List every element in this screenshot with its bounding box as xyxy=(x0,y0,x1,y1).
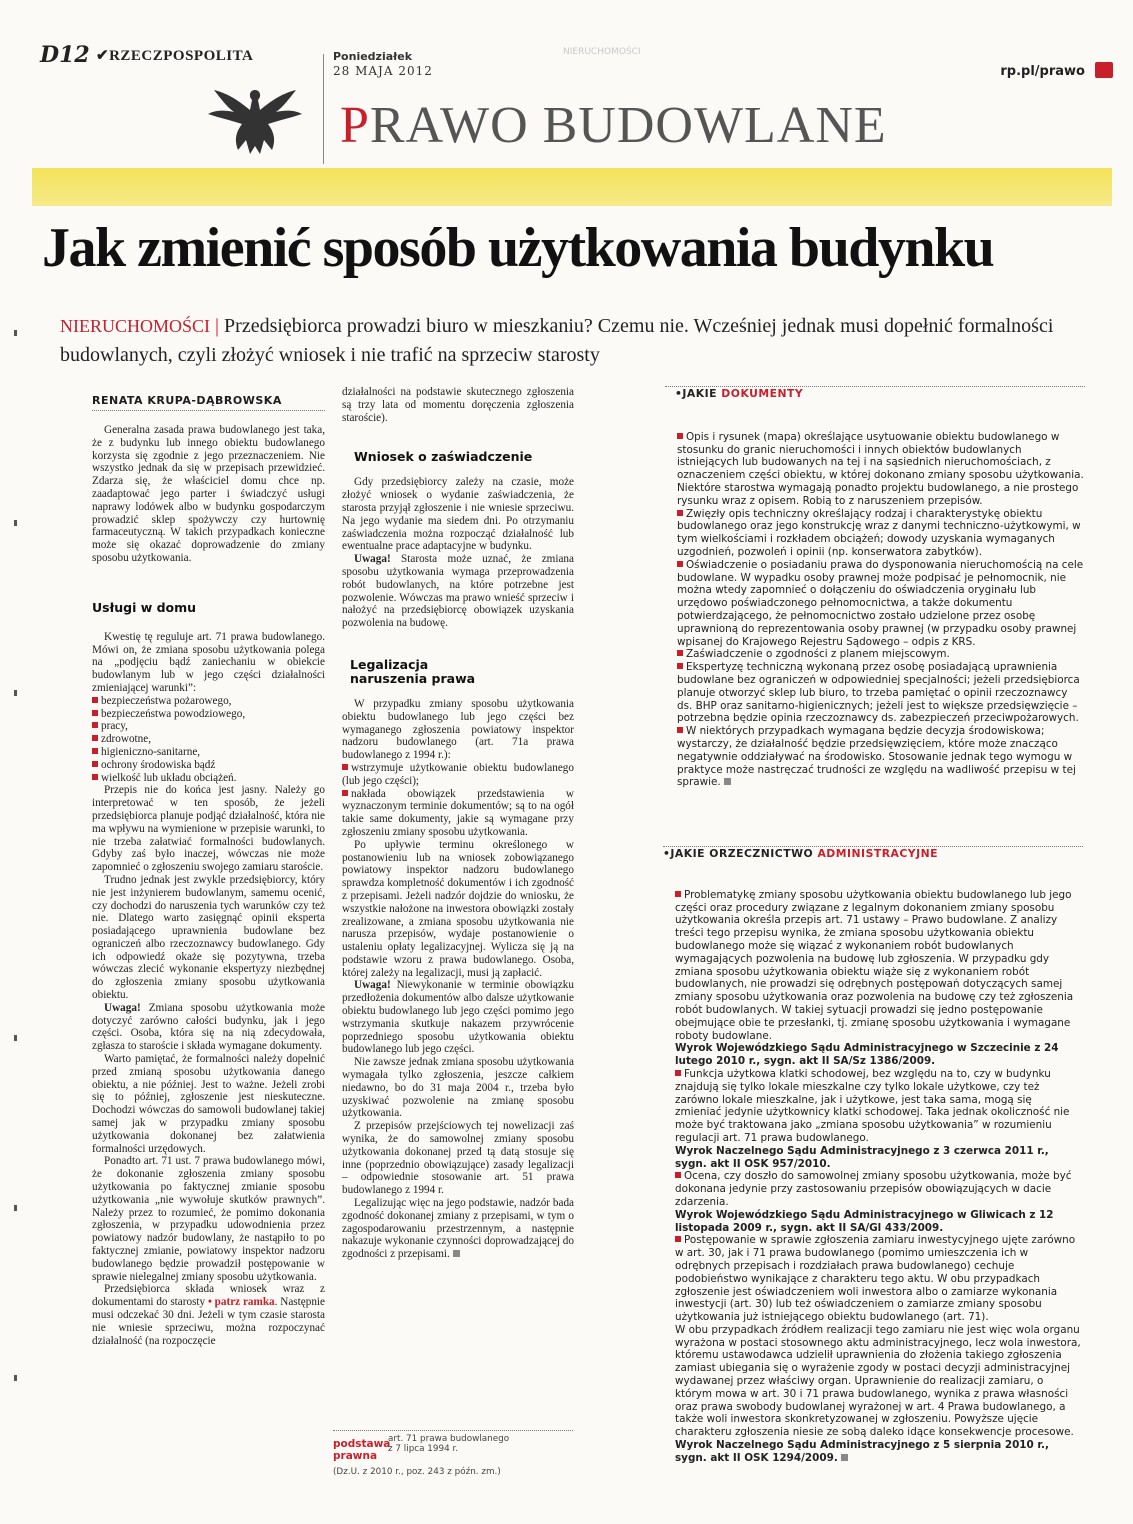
list-item: higieniczno-sanitarne, xyxy=(92,746,325,759)
paragraph: W przypadku zmiany sposobu użytkowania obiektu budowlanego lub jego części bez wymaganego zgłoszenia powiatowy inspektor nadzoru budowlanego (art. 71a prawa budowlanego z 1994 r.): xyxy=(342,697,574,762)
documents-box xyxy=(675,388,1085,789)
ruling-excerpt-continued: W obu przypadkach źródłem realizacji tego zamiaru nie jest więc wola organu wyrażona w postaci stosownego aktu administracyjnego, lecz wola inwestora, któremu ustawodawca udzielił uprawnienia do złożenia takiego zgłoszenia zamiast ubiegania się o wyrażenie zgody w postaci decyzji administracyjnej wydawanej przez właściwy organ. Uprawnienie do realizacji zamiaru, o którym mowa w art. 30 i 71 prawa budowlanego, wynika z prawa własności oraz prawa swobody budowlanej wyrażonej w art. 4 Prawa budowlanego, a także woli inwestora skonkretyzowanej w zgłoszeniu. Powyższe ujęcie charakteru zgłoszenia niesie ze sobą daleko idące konsekwencje procesowe. xyxy=(675,1323,1081,1439)
list-item: ochrony środowiska bądź xyxy=(92,759,325,772)
logo-mark-icon: ✔ xyxy=(96,48,110,64)
scan-mark xyxy=(14,1205,17,1211)
article-column-2 xyxy=(342,386,574,1261)
documents-box-title: •JAKIE DOKUMENTY xyxy=(675,387,804,400)
subheading-uslugi: Usługi w domu xyxy=(92,599,197,615)
lead-kicker: NIERUCHOMOŚCI xyxy=(60,316,211,336)
article-headline: Jak zmienić sposób użytkowania budynku xyxy=(42,217,994,279)
case-law-box xyxy=(663,848,1081,1465)
paragraph: Kwestię tę reguluje art. 71 prawa budowlanego. Mówi on, że zmiana sposobu użytkowania polega na „podjęciu bądź zaniechaniu w obiekcie budowlanym lub w jego części działalności zmieniającej warunki”: xyxy=(92,630,325,694)
issue-day: Poniedziałek xyxy=(333,50,413,63)
list-item: Oświadczenie o posiadaniu prawa do dysponowania nieruchomością na cele budowlane. W wypadku osoby prawnej może podpisać je pełnomocnik, nie można wtedy zapomnieć o dołączeniu do oświadczenia oryginału lub urzędowo poświadczonego pełnomocnictwa, a także dokumentu potwierdzającego, że pełnomocnictwo zostało udzielone przez osobę uprawnioną do reprezentowania osoby prawnej (w przypadku osoby prawnej wpisanej do Krajowego Rejestru Sądowego – odpis z KRS. xyxy=(677,558,1084,648)
faded-bleed-text: NIERUCHOMOŚCI xyxy=(563,47,641,57)
subheading-wniosek: Wniosek o zaświadczenie xyxy=(354,449,533,465)
conditions-list xyxy=(92,695,325,785)
paragraph: Trudno jednak jest zwykle przedsiębiorcy, który nie jest inżynierem budowlanym, samemu ocenić, czy dochodzi do naruszenia tych warunków czy też nie. Dlatego warto zasięgnąć opinii eksperta posiadającego uprawnienia budowlane bez ograniczeń albo rzeczoznawcy budowlanego. Gdy ich odpowiedź okaże się pozytywna, trzeba wówczas zlecić wykonanie ekspertyzy niezbędnej do zgłoszenia zmiany sposobu użytkowania obiektu. xyxy=(92,873,325,1002)
list-item: nakłada obowiązek przedstawienia w wyznaczonym terminie dokumentów; są to na ogół takie same dokumenty, jakie są wymagane przy zgłoszeniu zmiany sposobu użytkowania. xyxy=(342,787,574,838)
paragraph: Gdy przedsiębiorcy zależy na czasie, może złożyć wniosek o wydanie zaświadczenia, że starosta przyjął zgłoszenie i nie wniesie sprzeciwu. Na jego wydanie ma siedem dni. Po otrzymaniu zaświadczenia można rozpocząć działalność lub ewentualne prace adaptacyjne w budynku. xyxy=(342,476,574,553)
paragraph: Generalna zasada prawa budowlanego jest taka, że z budynku lub innego obiektu budowlanego korzysta się zgodnie z jego przeznaczeniem. Nie wszystko jednak da się w przepisach przewidzieć. Zdarza się, że właściciel domu chce np. zaadaptować jego parter i świadczyć usługi naprawy lodówek albo w budynku gospodarczym prowadzić sklep spożywczy czy hurtownię farmaceutyczną. W takich przypadkach konieczne może się okazać doprowadzenie do zmiany sposobu użytkowania. xyxy=(92,424,325,564)
scan-mark xyxy=(14,1375,17,1381)
site-link[interactable]: rp.pl/prawo xyxy=(1000,64,1085,79)
header-divider xyxy=(323,54,324,164)
issue-date: 28 MAJA 2012 xyxy=(333,64,433,78)
case-law-box-title: •JAKIE ORZECZNICTWO ADMINISTRACYJNE xyxy=(663,847,939,860)
ruling-excerpt: Ocena, czy doszło do samowolnej zmiany sposobu użytkowania, może być dokonana jedynie przy zastosowaniu przepisów obowiązujących w dacie zdarzenia. xyxy=(675,1170,1081,1208)
paragraph: Uwaga! Zmiana sposobu użytkowania może dotyczyć zarówno całości budynku, jak i jego części. Osoba, która się na nią zdecydowała, zgłasza to staroście i składa wymagane dokumenty. xyxy=(92,1001,325,1053)
basis-top-rule xyxy=(333,1430,573,1431)
article-column-1 xyxy=(92,424,325,1347)
paragraph: Ponadto art. 71 ust. 7 prawa budowlanego mówi, że dokonanie zgłoszenia zmiany sposobu użytkowania po faktycznej zmianie sposobu użytkowania „nie wywołuje skutków prawnych”. Należy przez to rozumieć, że pomimo dokonania zgłoszenia, w przypadku udowodnienia przez powiatowy nadzór budowlany, że nastąpiło to po faktycznej zmianie, powiatowy inspektor nadzoru budowlanego będzie prowadził postępowanie w sprawie nielegalnej zmiany sposobu użytkowania. xyxy=(92,1155,325,1283)
page-number: D12 xyxy=(40,42,90,68)
scan-mark xyxy=(14,1035,17,1041)
paragraph: Przedsiębiorca składa wniosek wraz z dokumentami do starosty • patrz ramka. Następnie musi odczekać 30 dni. Jeżeli w tym czasie starosta nie wniesie sprzeciwu, można rozpoczynać działalność (na rozpoczęcie xyxy=(92,1283,325,1347)
list-item: W niektórych przypadkach wymagana będzie decyzja środowiskowa; wystarczy, że działalność będzie przedsięwzięciem, które może znacząco negatywnie oddziaływać na środowisko. Stosowanie jednak tego wymogu w praktyce może nastręczać trudności ze względu na wadliwość przepisu w tej sprawie. xyxy=(677,725,1085,789)
end-mark-icon xyxy=(453,1250,460,1257)
paragraph: Legalizując więc na jego podstawie, nadzór bada zgodność dokonanej zmiany z przepisami, w tym o zagospodarowaniu przestrzennym, a następnie nakazuje wykonanie czynności doprowadzającej do zgodności z przepisami. xyxy=(342,1197,574,1261)
case-law-content xyxy=(675,889,1081,1465)
paragraph: Uwaga! Starosta może uznać, że zmiana sposobu użytkowania wymaga przeprowadzenia robót budowlanych, na które potrzebne jest pozwolenie. Wówczas ma prawo wnieść sprzeciw i nałożyć na przedsiębiorcę obowiązek uzyskania pozwolenia na budowę. xyxy=(342,553,574,630)
list-item: Ekspertyzę techniczną wykonaną przez osobę posiadającą uprawnienia budowlane bez ograniczeń w odpowiedniej specjalności; jeżeli przedsiębiorca planuje otworzyć sklep lub biuro, to trzeba pamiętać o opinii rzeczoznawcy ds. BHP oraz sanitarno-higienicznych; jeżeli jest to większe przedsięwzięcie – potrzebna będzie opinia rzeczoznawcy ds. zabezpieczeń przeciwpożarowych. xyxy=(677,661,1085,725)
list-item: bezpieczeństwa powodziowego, xyxy=(92,708,325,721)
ruling-excerpt: Funkcja użytkowa klatki schodowej, bez względu na to, czy w budynku znajdują się tylko lokale mieszkalne czy tylko lokale użytkowe, czy też zarówno lokale mieszkalne, jak i użytkowe, jest taka sama, mogą się zmieniać jedynie użytkownicy klatki schodowej. Taka jednak okoliczność nie może być traktowana jako „zmiana sposobu użytkowania” w rozumieniu regulacji art. 71 prawa budowlanego. xyxy=(675,1068,1081,1145)
paragraph: Z przepisów przejściowych tej nowelizacji zaś wynika, że do samowolnej zmiany sposobu użytkowania dokonanej przed tą datą stosuje się inne (poprzednio obowiązujące) zasady legalizacji – odpowiednie stosowanie art. 51 prawa budowlanego z 1994 r. xyxy=(342,1120,574,1197)
list-item: bezpieczeństwa pożarowego, xyxy=(92,695,325,708)
scan-mark xyxy=(14,690,17,696)
author-byline: RENATA KRUPA-DĄBROWSKA xyxy=(92,394,282,407)
lead-text: Przedsiębiorca prowadzi biuro w mieszkaniu? Czemu nie. Wcześniej jednak musi dopełnić formalności budowlanych, czyli złożyć wniosek i nie trafić na sprzeciw starosty xyxy=(60,315,1054,366)
paragraph: Po upływie terminu określonego w postanowieniu lub na wniosek zobowiązanego powiatowy inspektor nadzoru budowlanego sprawdza kompletność dokumentów i ich zgodność z przepisami. Jeżeli nadzór dojdzie do wniosku, że wszystkie nałożone na inwestora obowiązki zostały zrealizowane, a zmiana sposobu użytkowania nie narusza przepisów, wydaje postanowienie o ustaleniu opłaty legalizacyjnej. Wylicza się ją na podstawie wzoru z prawa budowlanego. Osoba, której zależy na legalizacji, musi ją zapłacić. xyxy=(342,838,574,979)
end-mark-icon xyxy=(841,1454,848,1461)
ruling-excerpt: Postępowanie w sprawie zgłoszenia zamiaru inwestycyjnego ujęte zarówno w art. 30, jak i 71 prawa budowlanego (pomimo umieszczenia ich w odrębnych przepisach i rozdziałach prawa budowlanego) cechuje podobieństwo wynikające z charakteru tego aktu. W obu przypadkach zgłoszenie jest oświadczeniem woli inwestora albo o zamiarze wykonania inwestycji (art. 30) lub też oświadczeniem o zamiarze zmiany sposobu użytkowania już istniejącego obiektu budowlanego (art. 71). xyxy=(675,1234,1081,1324)
scan-mark xyxy=(14,330,17,336)
list-item: Zaświadczenie o zgodności z planem miejscowym. xyxy=(677,648,1085,661)
paragraph: Nie zawsze jednak zmiana sposobu użytkowania wymagała tylko zgłoszenia, jeszcze całkiem niedawno, bo do 31 maja 2004 r., trzeba było uzyskiwać pozwolenie na zmianę sposobu użytkowania. xyxy=(342,1056,574,1120)
scan-mark xyxy=(14,520,17,526)
ruling-citation: Wyrok Naczelnego Sądu Administracyjnego z 5 sierpnia 2010 r., sygn. akt II OSK 1294/2009. xyxy=(675,1439,1049,1464)
ruling-citation: Wyrok Wojewódzkiego Sądu Administracyjnego w Gliwicach z 12 listopada 2009 r., sygn. akt II SA/Gl 433/2009. xyxy=(675,1208,1054,1234)
legal-basis-text: art. 71 prawa budowlanego z 7 lipca 1994 r. xyxy=(388,1434,510,1454)
newspaper-logo xyxy=(96,46,253,65)
inspector-actions-list xyxy=(342,762,574,839)
list-item: pracy, xyxy=(92,720,325,733)
list-item: zdrowotne, xyxy=(92,733,325,746)
subheading-legalizacja: Legalizacja naruszenia prawa xyxy=(350,656,476,686)
list-item: Zwięzły opis techniczny określający rodzaj i charakterystykę obiektu budowlanego oraz jego konstrukcję wraz z danymi techniczno-użytkowymi, w tym wielkościami i rozkładem obciążeń; dowody uzyskania wymaganych uzgodnień, pozwoleń i opinii (np. konserwatora zabytków). xyxy=(677,508,1085,559)
documents-list xyxy=(677,431,1085,789)
ruling-excerpt: Problematykę zmiany sposobu użytkowania obiektu budowlanego lub jego części oraz procedury związane z legalnym dokonaniem zmiany sposobu użytkowania określa przepis art. 71 ustawy – Prawo budowlane. Z analizy treści tego przepisu wynika, że zmiana sposobu użytkowania obiektu budowlanego może się wiązać z wykonaniem robót budowlanych wymagających pozwolenia na budowę lub zgłoszenia. W przypadku gdy zmiana sposobu użytkowania obiektu wiąże się z wykonaniem robót budowlanych, nie prowadzi się odrębnych postępowań dotyczących samej zmiany sposobu użytkowania oraz pozwolenia na budowę czy też zgłoszenia robót budowlanych. W takiej sytuacji prowadzi się jedno postępowanie obejmujące obie te przesłanki, tj. zmianę sposobu użytkowania i wymagane roboty budowlane. xyxy=(675,889,1081,1043)
end-mark-icon xyxy=(724,778,731,785)
list-item: Opis i rysunek (mapa) określające usytuowanie obiektu budowlanego w stosunku do granic nieruchomości i innych obiektów budowlanych istniejących lub budowanych na tej i na sąsiednich nieruchomościach, z oznaczeniem części obiektu, w której dokonano zmiany sposobu użytkowania. Niektóre starostwa wymagają ponadto projektu budowlanego, a nie prostego rysunku wraz z opisem. Robią to z naruszeniem przepisów. xyxy=(677,430,1084,507)
list-item: wielkość lub układu obciążeń. xyxy=(92,772,325,785)
paragraph: Warto pamiętać, że formalności należy dopełnić przed zmianą sposobu użytkowania danego obiektu, a nie później. Jest to ważne. Jeżeli zrobi się to później, zgłoszenie jest nieskuteczne. Dochodzi wówczas do samowoli budowlanej takiej samej jak w przypadku zmiany sposobu użytkowania dokonanej bez załatwienia formalności urzędowych. xyxy=(92,1053,325,1155)
ruling-citation: Wyrok Wojewódzkiego Sądu Administracyjnego w Szczecinie z 24 lutego 2010 r., sygn. akt II SA/Sz 1386/2009. xyxy=(675,1042,1059,1068)
legal-basis-reference: (Dz.U. z 2010 r., poz. 243 z późn. zm.) xyxy=(333,1467,501,1477)
paragraph: Przepis nie do końca jest jasny. Należy go interpretować w ten sposób, że jeżeli przedsiębiorca planuje podjąć działalność, która nie ma wpływu na wymienione w przepisie warunki, to nie trzeba załatwiać formalności budowlanych. Gdyby zaś było inaczej, wówczas nie może zapomnieć o zgłoszeniu swojego zamiaru staroście. xyxy=(92,784,325,874)
list-item: wstrzymuje użytkowanie obiektu budowlanego (lub jego części); xyxy=(342,761,574,787)
ruling-citation: Wyrok Naczelnego Sądu Administracyjnego z 3 czerwca 2011 r., sygn. akt II OSK 957/2010. xyxy=(675,1144,1049,1170)
site-logo-icon xyxy=(1095,62,1113,78)
section-title: PRAWO BUDOWLANE xyxy=(340,97,887,154)
legal-basis-label: podstawa prawna xyxy=(333,1438,391,1462)
lead-separator: | xyxy=(210,315,225,337)
section-color-bar xyxy=(32,168,1112,206)
paragraph: Uwaga! Niewykonanie w terminie obowiązku przedłożenia dokumentów albo dalsze użytkowanie obiektu budowlanego lub jego części pomimo jego wstrzymania skutkuje nakazem przywrócenie poprzedniego sposobu użytkowania obiektu budowlanego lub jego części. xyxy=(342,979,574,1056)
article-lead xyxy=(60,312,1100,370)
byline-rule xyxy=(92,410,325,411)
paragraph: działalności na podstawie skutecznego zgłoszenia są trzy lata od momentu doręczenia zgłoszenia staroście). xyxy=(342,386,574,424)
logo-text: RZECZPOSPOLITA xyxy=(109,48,254,64)
eagle-emblem-icon xyxy=(200,80,310,160)
box-reference: • patrz ramka xyxy=(207,1296,275,1309)
